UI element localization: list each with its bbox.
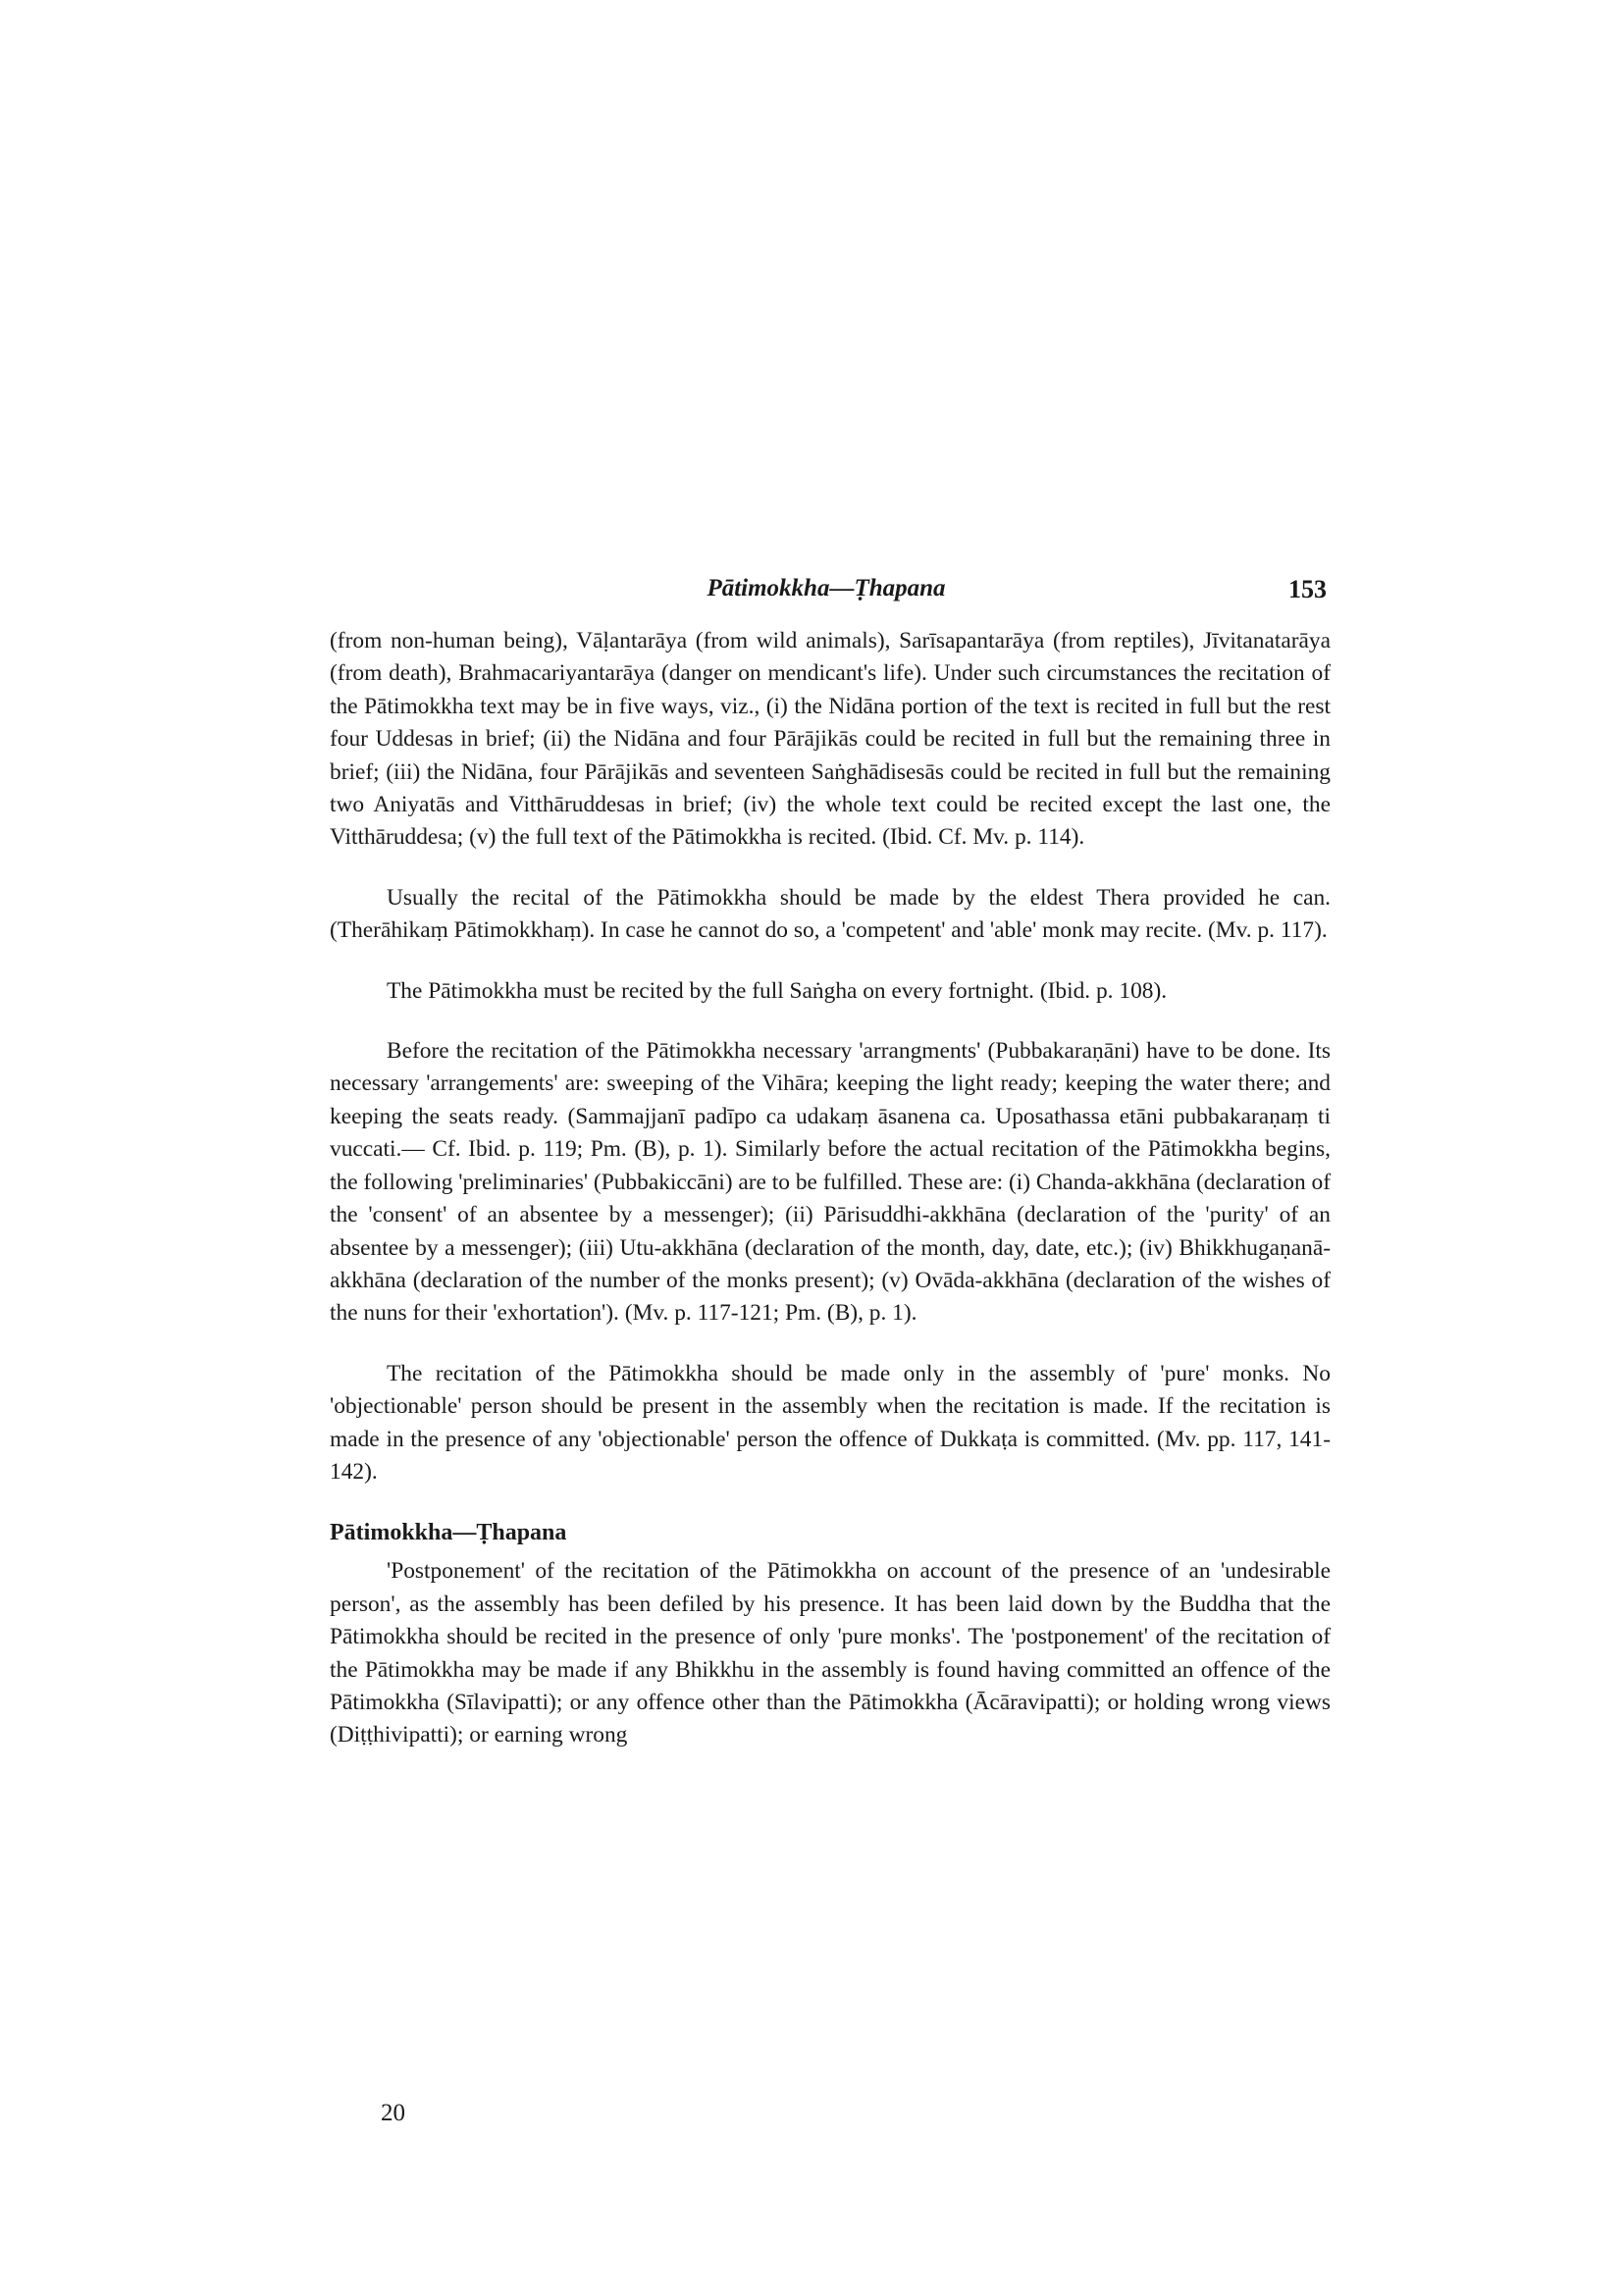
paragraph-eldest-thera: Usually the recital of the Pātimokkha should be made by the eldest Thera provided he can. (Therāhikaṃ Pātimokkhaṃ). In case he cannot do so, a 'competent' and 'able' monk may recite. (Mv. p. 117). <box>330 884 1331 944</box>
paragraph-postponement: 'Postponement' of the recitation of the Pātimokkha on account of the presence of an 'undesirable person', as the assembly has been defiled by his presence. It has been laid down by the Buddha that the Pātimokkha should be recited in the presence of only 'pure monks'. The 'postponement' of the recitation of the Pātimokkha may be made if any Bhikkhu in the assembly is found having committed an offence of the Pātimokkha (Sīlavipatti); or any offence other than the Pātimokkha (Ācāravipatti); or holding wrong views (Diṭṭhivipatti); or earning wrong <box>330 1558 1331 1748</box>
paragraph-preliminaries: Before the recitation of the Pātimokkha necessary 'arrangments' (Pubbakaraṇāni) have to be done. Its necessary 'arrangements' are: sweeping of the Vihāra; keeping the light ready; keeping the water there; and keeping the seats ready. (Sammajjanī padīpo ca udakaṃ āsanena ca. Uposathassa etāni pubbakaraṇaṃ ti vuccati.— Cf. Ibid. p. 119; Pm. (B), p. 1). Similarly before the actual recitation of the Pātimokkha begins, the following 'preliminaries' (Pubbakiccāni) are to be fulfilled. These are: (i) Chanda-akkhāna (declaration of the 'consent' of an absentee by a messenger); (ii) Pārisuddhi-akkhāna (declaration of the 'purity' of an absentee by a messenger); (iii) Utu-akkhāna (declaration of the month, day, date, etc.); (iv) Bhikkhugaṇanā-akkhāna (declaration of the number of the monks present); (v) Ovāda-akkhāna (declaration of the wishes of the nuns for their 'exhortation'). (Mv. p. 117-121; Pm. (B), p. 1). <box>330 1038 1331 1327</box>
running-head <box>326 575 1327 614</box>
section-heading: Pātimokkha—Ṭhapana <box>330 1520 567 1546</box>
paragraph-recitation-modes: (from non-human being), Vāḷantarāya (from wild animals), Sarīsapantarāya (from reptiles), Jīvitanatarāya (from death), Brahmacariyantarāya (danger on mendicant's life). Under such circumstances the recitation of the Pātimokkha text may be in five ways, viz., (i) the Nidāna portion of the text is recited in full but the rest four Uddesas in brief; (ii) the Nidāna and four Pārājikās could be recited in full but the remaining three in brief; (iii) the Nidāna, four Pārājikās and seventeen Saṅghādisesās could be recited in full but the remaining two Aniyatās and Vitthāruddesas in brief; (iv) the whole text could be recited except the last one, the Vitthāruddesa; (v) the full text of the Pātimokkha is recited. (Ibid. Cf. Mv. p. 114). <box>330 628 1331 851</box>
body-text <box>330 625 1331 1752</box>
running-title: Pātimokkha—Ṭhapana <box>707 575 946 601</box>
paragraph-pure-monks: The recitation of the Pātimokkha should be made only in the assembly of 'pure' monks. No 'objectionable' person should be present in the assembly when the recitation is made. If the recitation is made in the presence of any 'objectionable' person the offence of Dukkaṭa is committed. (Mv. pp. 117, 141-142). <box>330 1360 1331 1485</box>
page-number: 153 <box>1288 575 1327 603</box>
signature-mark: 20 <box>381 2100 405 2126</box>
paragraph-full-sangha: The Pātimokkha must be recited by the full Saṅgha on every fortnight. (Ibid. p. 108). <box>387 977 1168 1004</box>
